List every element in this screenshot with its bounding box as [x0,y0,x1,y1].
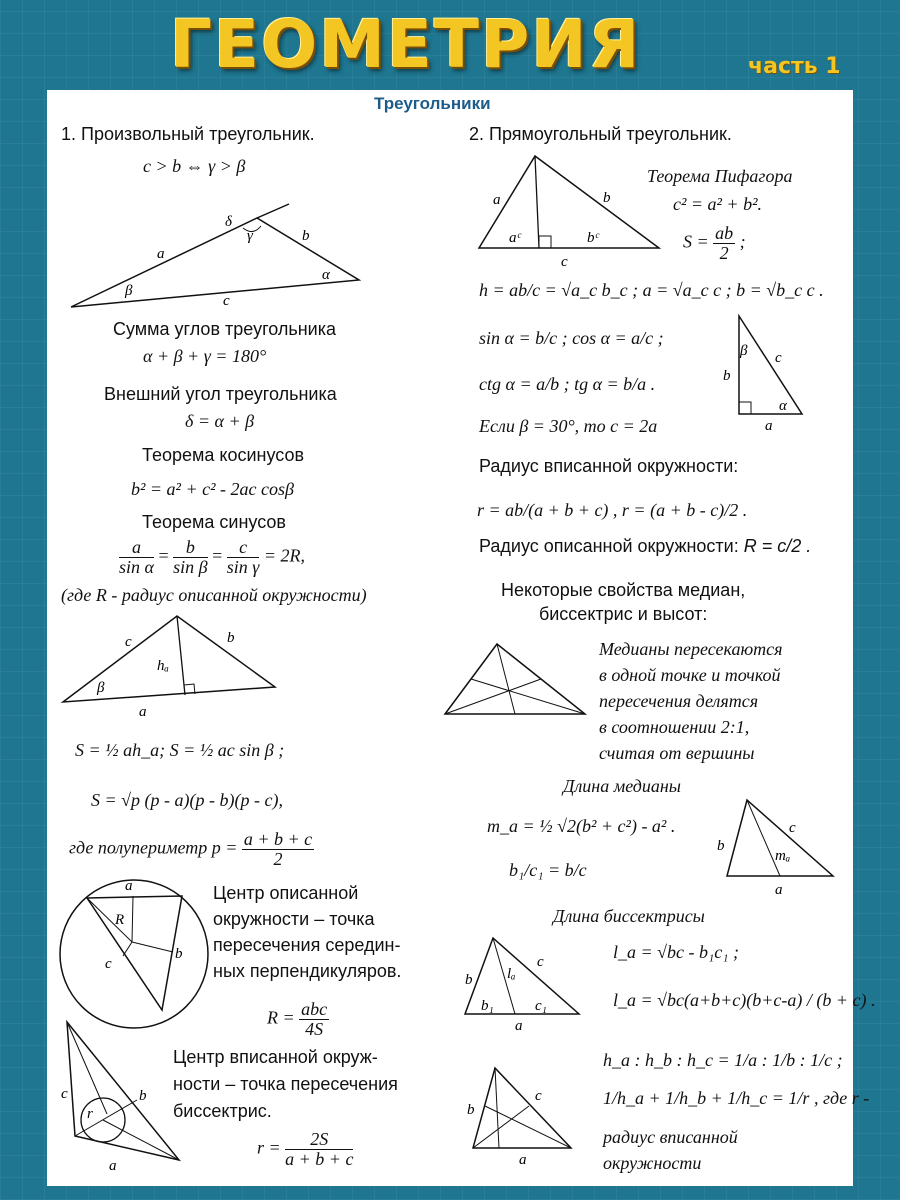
exterior-angle-title: Внешний угол треугольника [104,384,337,404]
label-gamma: γ [247,228,253,244]
thirty-degree-rule: Если β = 30°, то c = 2a [479,416,658,436]
svg-text:a: a [125,878,133,894]
circumradius-formula: R = $\frac{\text{abc}}{4S}$ [267,999,328,1039]
label-a: a [157,246,165,262]
svg-text:c: c [61,1086,68,1102]
svg-text:a: a [109,1158,117,1174]
svg-text:b: b [227,630,235,646]
svg-text:a: a [515,1018,523,1034]
exterior-angle-formula: δ = α + β [185,411,255,431]
median-property-text: Медианы пересекаются в одной точке и точкой пересечения делятся в соотношении 2:1, считая от вершины [599,639,783,763]
label-c: c [223,293,230,309]
svg-text:b₁: b₁ [481,998,494,1014]
svg-text:r: r [87,1106,93,1122]
left-heading: 1. Произвольный треугольник. [61,124,315,144]
section-title: Треугольники [374,94,491,113]
label-alpha: α [322,267,330,283]
pythagoras-title: Теорема Пифагора [647,166,793,186]
poster-title: ГЕОМЕТРИЯ [170,6,642,83]
circumradius-title: Радиус описанной окружности: R = c/2 . [479,536,812,556]
svg-text:β: β [740,343,748,359]
content-sheet [47,90,876,1186]
median-ratio-formula: b₁/c₁ = b/c [509,860,587,880]
heights-reciprocal-formula: 1/h_a + 1/h_b + 1/h_c = 1/r , где r - [603,1088,870,1108]
height-projection-formulas: h = ab/c = √a_c b_c ; a = √a_c c ; b = √b_c c . [479,280,824,300]
svg-text:a: a [139,704,147,720]
angle-sum-formula: α + β + γ = 180° [143,346,267,366]
svg-text:a: a [775,882,783,898]
properties-title: Некоторые свойства медиан, биссектрис и высот: [501,580,746,624]
bisector-formula-2: l_a = √bc(a+b+c)(b+c-a) / (b + c) . [613,990,876,1010]
svg-text:a: a [765,418,773,434]
label-b: b [302,228,310,244]
sin-cos-formulas: sin α = b/c ; cos α = a/c ; [479,328,664,348]
heights-note: радиус вписанной окружности [603,1127,738,1173]
svg-text:aᶜ: aᶜ [509,230,521,246]
svg-text:hₐ: hₐ [157,658,169,674]
incenter-text: Центр вписанной окруж- ности – точка пересечения биссектрис. [173,1047,398,1121]
svg-text:c: c [789,820,796,836]
bisector-formula-1: l_a = √bc - b₁c₁ ; [613,942,740,962]
svg-text:bᶜ: bᶜ [587,230,599,246]
median-length-title: Длина медианы [563,776,681,796]
svg-text:c: c [125,634,132,650]
sine-law-note: (где R - радиус описанной окружности) [61,585,367,605]
svg-text:b: b [465,972,473,988]
svg-text:c: c [105,956,112,972]
pythagoras-formula: c² = a² + b². [673,194,762,214]
tg-ctg-formulas: ctg α = a/b ; tg α = b/a . [479,374,656,394]
heights-ratio-formula: h_a : h_b : h_c = 1/a : 1/b : 1/c ; [603,1050,843,1070]
sine-law-title: Теорема синусов [142,512,286,532]
svg-text:c: c [775,350,782,366]
semiperimeter-formula: где полупериметр p = $\frac{a + b + c}{2}$ [69,829,313,869]
svg-text:c₁: c₁ [535,998,547,1014]
svg-text:c: c [561,254,568,270]
svg-text:α: α [779,398,787,414]
circumcenter-text: Центр описанной окружности – точка пересечения середин- ных перпендикуляров. [213,883,402,981]
right-heading: 2. Прямоугольный треугольник. [469,124,732,144]
bisector-length-title: Длина биссектрисы [553,906,705,926]
side-angle-relation: c > b ⇔ γ > β [143,156,246,176]
label-beta: β [125,283,133,299]
inradius-title: Радиус вписанной окружности: [479,456,739,476]
svg-text:a: a [519,1152,527,1168]
svg-text:mₐ: mₐ [775,848,791,864]
area-formulas: S = ½ ah_a; S = ½ ac sin β ; [75,740,285,760]
inradius-formula: r = $\frac{2S}{a + b + c}$ [257,1129,354,1169]
inradius-right-formula: r = ab/(a + b + c) , r = (a + b - c)/2 . [477,500,748,520]
svg-text:b: b [723,368,731,384]
poster-part: часть 1 [748,54,841,79]
median-length-formula: m_a = ½ √2(b² + c²) - a² . [487,816,676,836]
cosine-law-formula: b² = a² + c² - 2ac cosβ [131,479,294,499]
svg-text:lₐ: lₐ [507,966,516,982]
right-area-formula: S = $\frac{ab}{2}$ ; [683,223,746,263]
svg-text:β: β [97,680,105,696]
svg-text:b: b [139,1088,147,1104]
svg-text:c: c [537,954,544,970]
heron-formula: S = √p (p - a)(p - b)(p - c), [91,790,283,810]
svg-text:b: b [175,946,183,962]
svg-text:b: b [603,190,611,206]
svg-text:R: R [115,912,125,928]
svg-text:b: b [467,1102,475,1118]
cosine-law-title: Теорема косинусов [142,445,305,465]
label-delta: δ [225,214,232,230]
angle-sum-title: Сумма углов треугольника [113,319,337,339]
svg-text:c: c [535,1088,542,1104]
sine-law-formula: $\frac{a}{\text{sin α}}$ = $\frac{b}{\text{sin β}}$ = $\frac{c}{\text{sin γ}}$ = 2R, [119,537,306,577]
svg-text:b: b [717,838,725,854]
svg-text:a: a [493,192,501,208]
